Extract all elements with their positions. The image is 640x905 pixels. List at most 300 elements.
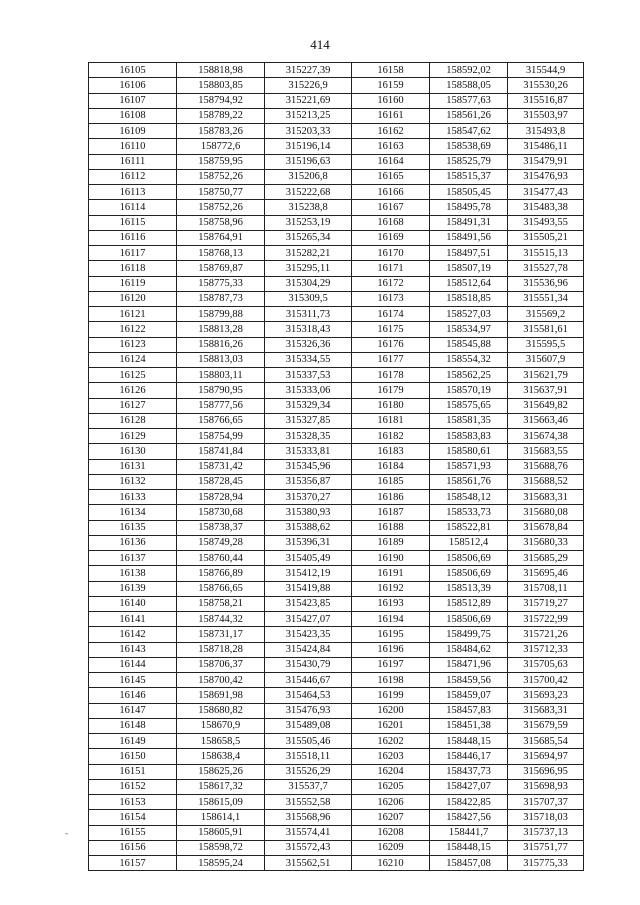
x-left-cell: 158617,32 — [177, 779, 265, 794]
x-right-cell: 158583,83 — [430, 429, 508, 444]
point-id-left-cell: 16132 — [89, 474, 177, 489]
point-id-left-cell: 16105 — [89, 63, 177, 78]
y-left-cell: 315464,53 — [265, 688, 352, 703]
y-left-cell: 315213,25 — [265, 108, 352, 123]
x-left-cell: 158764,91 — [177, 230, 265, 245]
x-right-cell: 158592,02 — [430, 63, 508, 78]
point-id-left-cell: 16127 — [89, 398, 177, 413]
x-left-cell: 158680,82 — [177, 703, 265, 718]
x-right-cell: 158499,75 — [430, 627, 508, 642]
y-right-cell: 315737,13 — [508, 825, 584, 840]
y-left-cell: 315345,96 — [265, 459, 352, 474]
x-left-cell: 158789,22 — [177, 108, 265, 123]
y-right-cell: 315544,9 — [508, 63, 584, 78]
y-left-cell: 315318,43 — [265, 322, 352, 337]
table-row — [89, 779, 584, 794]
y-right-cell: 315719,27 — [508, 596, 584, 611]
point-id-right-cell: 16164 — [352, 154, 430, 169]
x-right-cell: 158515,37 — [430, 169, 508, 184]
table-row — [89, 459, 584, 474]
point-id-left-cell: 16119 — [89, 276, 177, 291]
point-id-right-cell: 16169 — [352, 230, 430, 245]
point-id-left-cell: 16133 — [89, 490, 177, 505]
table-row — [89, 612, 584, 627]
point-id-left-cell: 16115 — [89, 215, 177, 230]
x-right-cell: 158437,73 — [430, 764, 508, 779]
x-left-cell: 158741,84 — [177, 444, 265, 459]
y-left-cell: 315334,55 — [265, 352, 352, 367]
y-right-cell: 315674,38 — [508, 429, 584, 444]
x-right-cell: 158422,85 — [430, 795, 508, 810]
table-row — [89, 490, 584, 505]
table-row — [89, 749, 584, 764]
table-row — [89, 551, 584, 566]
table-row — [89, 673, 584, 688]
x-left-cell: 158813,03 — [177, 352, 265, 367]
y-left-cell: 315419,88 — [265, 581, 352, 596]
point-id-left-cell: 16122 — [89, 322, 177, 337]
y-right-cell: 315694,97 — [508, 749, 584, 764]
x-left-cell: 158670,9 — [177, 718, 265, 733]
table-row — [89, 688, 584, 703]
x-left-cell: 158775,33 — [177, 276, 265, 291]
x-right-cell: 158457,08 — [430, 856, 508, 871]
point-id-left-cell: 16130 — [89, 444, 177, 459]
point-id-right-cell: 16159 — [352, 78, 430, 93]
x-right-cell: 158506,69 — [430, 566, 508, 581]
x-right-cell: 158505,45 — [430, 185, 508, 200]
y-right-cell: 315621,79 — [508, 368, 584, 383]
point-id-right-cell: 16158 — [352, 63, 430, 78]
x-right-cell: 158471,96 — [430, 657, 508, 672]
y-right-cell: 315775,33 — [508, 856, 584, 871]
point-id-right-cell: 16189 — [352, 535, 430, 550]
y-left-cell: 315221,69 — [265, 93, 352, 108]
y-right-cell: 315679,59 — [508, 718, 584, 733]
point-id-left-cell: 16150 — [89, 749, 177, 764]
x-left-cell: 158790,95 — [177, 383, 265, 398]
y-left-cell: 315572,43 — [265, 840, 352, 855]
point-id-right-cell: 16202 — [352, 734, 430, 749]
x-right-cell: 158561,76 — [430, 474, 508, 489]
point-id-right-cell: 16200 — [352, 703, 430, 718]
y-right-cell: 315530,26 — [508, 78, 584, 93]
table-row — [89, 535, 584, 550]
point-id-right-cell: 16194 — [352, 612, 430, 627]
point-id-right-cell: 16162 — [352, 124, 430, 139]
x-left-cell: 158816,26 — [177, 337, 265, 352]
y-right-cell: 315680,08 — [508, 505, 584, 520]
x-right-cell: 158545,88 — [430, 337, 508, 352]
point-id-left-cell: 16110 — [89, 139, 177, 154]
point-id-left-cell: 16128 — [89, 413, 177, 428]
x-left-cell: 158625,26 — [177, 764, 265, 779]
table-row — [89, 261, 584, 276]
point-id-right-cell: 16208 — [352, 825, 430, 840]
point-id-right-cell: 16197 — [352, 657, 430, 672]
x-right-cell: 158484,62 — [430, 642, 508, 657]
point-id-right-cell: 16168 — [352, 215, 430, 230]
y-left-cell: 315196,14 — [265, 139, 352, 154]
point-id-right-cell: 16210 — [352, 856, 430, 871]
x-left-cell: 158700,42 — [177, 673, 265, 688]
x-right-cell: 158448,15 — [430, 840, 508, 855]
table-row — [89, 398, 584, 413]
point-id-left-cell: 16139 — [89, 581, 177, 596]
point-id-right-cell: 16209 — [352, 840, 430, 855]
table-row — [89, 581, 584, 596]
point-id-right-cell: 16192 — [352, 581, 430, 596]
y-left-cell: 315489,08 — [265, 718, 352, 733]
table-row — [89, 63, 584, 78]
y-right-cell: 315688,76 — [508, 459, 584, 474]
y-right-cell: 315722,99 — [508, 612, 584, 627]
x-right-cell: 158518,85 — [430, 291, 508, 306]
x-left-cell: 158772,6 — [177, 139, 265, 154]
x-left-cell: 158766,65 — [177, 581, 265, 596]
table-row — [89, 596, 584, 611]
point-id-left-cell: 16138 — [89, 566, 177, 581]
y-left-cell: 315206,8 — [265, 169, 352, 184]
y-left-cell: 315537,7 — [265, 779, 352, 794]
point-id-right-cell: 16183 — [352, 444, 430, 459]
table-row — [89, 764, 584, 779]
table-row — [89, 78, 584, 93]
point-id-left-cell: 16157 — [89, 856, 177, 871]
point-id-right-cell: 16165 — [352, 169, 430, 184]
point-id-left-cell: 16143 — [89, 642, 177, 657]
point-id-left-cell: 16154 — [89, 810, 177, 825]
x-left-cell: 158749,28 — [177, 535, 265, 550]
y-left-cell: 315423,85 — [265, 596, 352, 611]
y-left-cell: 315424,84 — [265, 642, 352, 657]
point-id-right-cell: 16176 — [352, 337, 430, 352]
x-left-cell: 158783,26 — [177, 124, 265, 139]
y-left-cell: 315295,11 — [265, 261, 352, 276]
x-left-cell: 158752,26 — [177, 169, 265, 184]
x-right-cell: 158457,83 — [430, 703, 508, 718]
y-right-cell: 315688,52 — [508, 474, 584, 489]
table-row — [89, 703, 584, 718]
table-row — [89, 810, 584, 825]
point-id-right-cell: 16182 — [352, 429, 430, 444]
y-right-cell: 315476,93 — [508, 169, 584, 184]
table-row — [89, 185, 584, 200]
x-left-cell: 158728,45 — [177, 474, 265, 489]
y-left-cell: 315337,53 — [265, 368, 352, 383]
x-right-cell: 158538,69 — [430, 139, 508, 154]
x-right-cell: 158533,73 — [430, 505, 508, 520]
point-id-left-cell: 16135 — [89, 520, 177, 535]
point-id-right-cell: 16171 — [352, 261, 430, 276]
table-row — [89, 627, 584, 642]
x-left-cell: 158752,26 — [177, 200, 265, 215]
x-left-cell: 158598,72 — [177, 840, 265, 855]
point-id-right-cell: 16174 — [352, 307, 430, 322]
point-id-left-cell: 16112 — [89, 169, 177, 184]
x-left-cell: 158758,96 — [177, 215, 265, 230]
y-left-cell: 315328,35 — [265, 429, 352, 444]
y-left-cell: 315329,34 — [265, 398, 352, 413]
x-right-cell: 158588,05 — [430, 78, 508, 93]
y-left-cell: 315333,06 — [265, 383, 352, 398]
point-id-left-cell: 16136 — [89, 535, 177, 550]
y-left-cell: 315238,8 — [265, 200, 352, 215]
point-id-right-cell: 16161 — [352, 108, 430, 123]
x-left-cell: 158738,37 — [177, 520, 265, 535]
y-right-cell: 315551,34 — [508, 291, 584, 306]
x-left-cell: 158818,98 — [177, 63, 265, 78]
y-right-cell: 315707,37 — [508, 795, 584, 810]
y-right-cell: 315493,8 — [508, 124, 584, 139]
point-id-left-cell: 16142 — [89, 627, 177, 642]
y-left-cell: 315356,87 — [265, 474, 352, 489]
point-id-left-cell: 16144 — [89, 657, 177, 672]
point-id-right-cell: 16185 — [352, 474, 430, 489]
y-left-cell: 315388,62 — [265, 520, 352, 535]
y-right-cell: 315685,54 — [508, 734, 584, 749]
y-right-cell: 315607,9 — [508, 352, 584, 367]
point-id-left-cell: 16153 — [89, 795, 177, 810]
x-right-cell: 158448,15 — [430, 734, 508, 749]
x-left-cell: 158730,68 — [177, 505, 265, 520]
x-right-cell: 158512,4 — [430, 535, 508, 550]
y-right-cell: 315663,46 — [508, 413, 584, 428]
x-right-cell: 158534,97 — [430, 322, 508, 337]
x-left-cell: 158728,94 — [177, 490, 265, 505]
y-right-cell: 315649,82 — [508, 398, 584, 413]
table-row — [89, 444, 584, 459]
table-row — [89, 291, 584, 306]
point-id-right-cell: 16181 — [352, 413, 430, 428]
y-right-cell: 315695,46 — [508, 566, 584, 581]
x-left-cell: 158787,73 — [177, 291, 265, 306]
x-left-cell: 158691,98 — [177, 688, 265, 703]
table-row — [89, 413, 584, 428]
x-right-cell: 158580,61 — [430, 444, 508, 459]
table-row — [89, 840, 584, 855]
x-right-cell: 158554,32 — [430, 352, 508, 367]
point-id-right-cell: 16206 — [352, 795, 430, 810]
y-left-cell: 315526,29 — [265, 764, 352, 779]
x-left-cell: 158758,21 — [177, 596, 265, 611]
x-right-cell: 158459,07 — [430, 688, 508, 703]
x-left-cell: 158595,24 — [177, 856, 265, 871]
x-right-cell: 158575,65 — [430, 398, 508, 413]
y-left-cell: 315423,35 — [265, 627, 352, 642]
point-id-right-cell: 16195 — [352, 627, 430, 642]
table-row — [89, 307, 584, 322]
x-right-cell: 158507,19 — [430, 261, 508, 276]
y-right-cell: 315708,11 — [508, 581, 584, 596]
point-id-left-cell: 16113 — [89, 185, 177, 200]
point-id-right-cell: 16170 — [352, 246, 430, 261]
y-right-cell: 315483,38 — [508, 200, 584, 215]
x-left-cell: 158766,65 — [177, 413, 265, 428]
x-left-cell: 158614,1 — [177, 810, 265, 825]
x-right-cell: 158513,39 — [430, 581, 508, 596]
point-id-right-cell: 16203 — [352, 749, 430, 764]
x-right-cell: 158571,93 — [430, 459, 508, 474]
y-left-cell: 315476,93 — [265, 703, 352, 718]
y-right-cell: 315581,61 — [508, 322, 584, 337]
y-left-cell: 315380,93 — [265, 505, 352, 520]
point-id-left-cell: 16123 — [89, 337, 177, 352]
table-row — [89, 124, 584, 139]
point-id-left-cell: 16148 — [89, 718, 177, 733]
x-left-cell: 158777,56 — [177, 398, 265, 413]
table-row — [89, 429, 584, 444]
x-right-cell: 158561,26 — [430, 108, 508, 123]
x-right-cell: 158522,81 — [430, 520, 508, 535]
y-left-cell: 315265,34 — [265, 230, 352, 245]
table-row — [89, 230, 584, 245]
x-right-cell: 158527,03 — [430, 307, 508, 322]
point-id-left-cell: 16140 — [89, 596, 177, 611]
y-right-cell: 315712,33 — [508, 642, 584, 657]
x-left-cell: 158803,11 — [177, 368, 265, 383]
x-left-cell: 158638,4 — [177, 749, 265, 764]
table-row — [89, 383, 584, 398]
point-id-left-cell: 16116 — [89, 230, 177, 245]
x-left-cell: 158731,42 — [177, 459, 265, 474]
y-right-cell: 315678,84 — [508, 520, 584, 535]
coordinates-table — [88, 62, 584, 871]
x-right-cell: 158491,31 — [430, 215, 508, 230]
page-number: 414 — [310, 37, 330, 52]
x-right-cell: 158427,56 — [430, 810, 508, 825]
y-left-cell: 315405,49 — [265, 551, 352, 566]
x-right-cell: 158497,51 — [430, 246, 508, 261]
point-id-left-cell: 16111 — [89, 154, 177, 169]
y-left-cell: 315446,67 — [265, 673, 352, 688]
point-id-left-cell: 16147 — [89, 703, 177, 718]
y-left-cell: 315309,5 — [265, 291, 352, 306]
point-id-right-cell: 16201 — [352, 718, 430, 733]
x-right-cell: 158451,38 — [430, 718, 508, 733]
point-id-left-cell: 16155 — [89, 825, 177, 840]
x-right-cell: 158548,12 — [430, 490, 508, 505]
y-left-cell: 315222,68 — [265, 185, 352, 200]
y-left-cell: 315430,79 — [265, 657, 352, 672]
table-row — [89, 200, 584, 215]
point-id-right-cell: 16184 — [352, 459, 430, 474]
y-left-cell: 315196,63 — [265, 154, 352, 169]
point-id-left-cell: 16121 — [89, 307, 177, 322]
table-row — [89, 93, 584, 108]
y-right-cell: 315680,33 — [508, 535, 584, 550]
y-left-cell: 315568,96 — [265, 810, 352, 825]
point-id-left-cell: 16107 — [89, 93, 177, 108]
x-right-cell: 158495,78 — [430, 200, 508, 215]
x-left-cell: 158794,92 — [177, 93, 265, 108]
x-left-cell: 158813,28 — [177, 322, 265, 337]
point-id-left-cell: 16151 — [89, 764, 177, 779]
y-left-cell: 315227,39 — [265, 63, 352, 78]
point-id-right-cell: 16190 — [352, 551, 430, 566]
x-left-cell: 158803,85 — [177, 78, 265, 93]
y-left-cell: 315226,9 — [265, 78, 352, 93]
point-id-left-cell: 16156 — [89, 840, 177, 855]
point-id-right-cell: 16177 — [352, 352, 430, 367]
point-id-left-cell: 16137 — [89, 551, 177, 566]
table-row — [89, 322, 584, 337]
point-id-left-cell: 16145 — [89, 673, 177, 688]
y-right-cell: 315685,29 — [508, 551, 584, 566]
point-id-left-cell: 16118 — [89, 261, 177, 276]
y-right-cell: 315700,42 — [508, 673, 584, 688]
y-left-cell: 315427,07 — [265, 612, 352, 627]
point-id-right-cell: 16179 — [352, 383, 430, 398]
y-right-cell: 315527,78 — [508, 261, 584, 276]
x-left-cell: 158706,37 — [177, 657, 265, 672]
point-id-left-cell: 16146 — [89, 688, 177, 703]
x-left-cell: 158760,44 — [177, 551, 265, 566]
table-row — [89, 352, 584, 367]
y-right-cell: 315486,11 — [508, 139, 584, 154]
x-left-cell: 158759,95 — [177, 154, 265, 169]
point-id-right-cell: 16166 — [352, 185, 430, 200]
y-right-cell: 315595,5 — [508, 337, 584, 352]
y-left-cell: 315370,27 — [265, 490, 352, 505]
point-id-right-cell: 16178 — [352, 368, 430, 383]
x-left-cell: 158750,77 — [177, 185, 265, 200]
x-left-cell: 158731,17 — [177, 627, 265, 642]
table-row — [89, 566, 584, 581]
y-right-cell: 315477,43 — [508, 185, 584, 200]
point-id-right-cell: 16188 — [352, 520, 430, 535]
point-id-left-cell: 16126 — [89, 383, 177, 398]
table-row — [89, 139, 584, 154]
x-left-cell: 158744,32 — [177, 612, 265, 627]
x-right-cell: 158525,79 — [430, 154, 508, 169]
y-left-cell: 315562,51 — [265, 856, 352, 871]
table-row — [89, 795, 584, 810]
table-row — [89, 276, 584, 291]
y-right-cell: 315493,55 — [508, 215, 584, 230]
y-left-cell: 315253,19 — [265, 215, 352, 230]
x-right-cell: 158459,56 — [430, 673, 508, 688]
y-left-cell: 315505,46 — [265, 734, 352, 749]
y-right-cell: 315683,55 — [508, 444, 584, 459]
y-right-cell: 315693,23 — [508, 688, 584, 703]
table-row — [89, 474, 584, 489]
point-id-left-cell: 16108 — [89, 108, 177, 123]
table-row — [89, 734, 584, 749]
point-id-right-cell: 16205 — [352, 779, 430, 794]
y-right-cell: 315705,63 — [508, 657, 584, 672]
point-id-left-cell: 16131 — [89, 459, 177, 474]
y-right-cell: 315569,2 — [508, 307, 584, 322]
y-left-cell: 315552,58 — [265, 795, 352, 810]
x-right-cell: 158506,69 — [430, 551, 508, 566]
point-id-left-cell: 16109 — [89, 124, 177, 139]
y-right-cell: 315505,21 — [508, 230, 584, 245]
y-left-cell: 315326,36 — [265, 337, 352, 352]
y-right-cell: 315718,03 — [508, 810, 584, 825]
x-right-cell: 158577,63 — [430, 93, 508, 108]
point-id-right-cell: 16186 — [352, 490, 430, 505]
margin-mark: - — [65, 828, 68, 838]
y-right-cell: 315503,97 — [508, 108, 584, 123]
y-left-cell: 315203,33 — [265, 124, 352, 139]
x-right-cell: 158441,7 — [430, 825, 508, 840]
point-id-left-cell: 16106 — [89, 78, 177, 93]
x-right-cell: 158547,62 — [430, 124, 508, 139]
y-left-cell: 315574,41 — [265, 825, 352, 840]
y-left-cell: 315311,73 — [265, 307, 352, 322]
table-row — [89, 108, 584, 123]
